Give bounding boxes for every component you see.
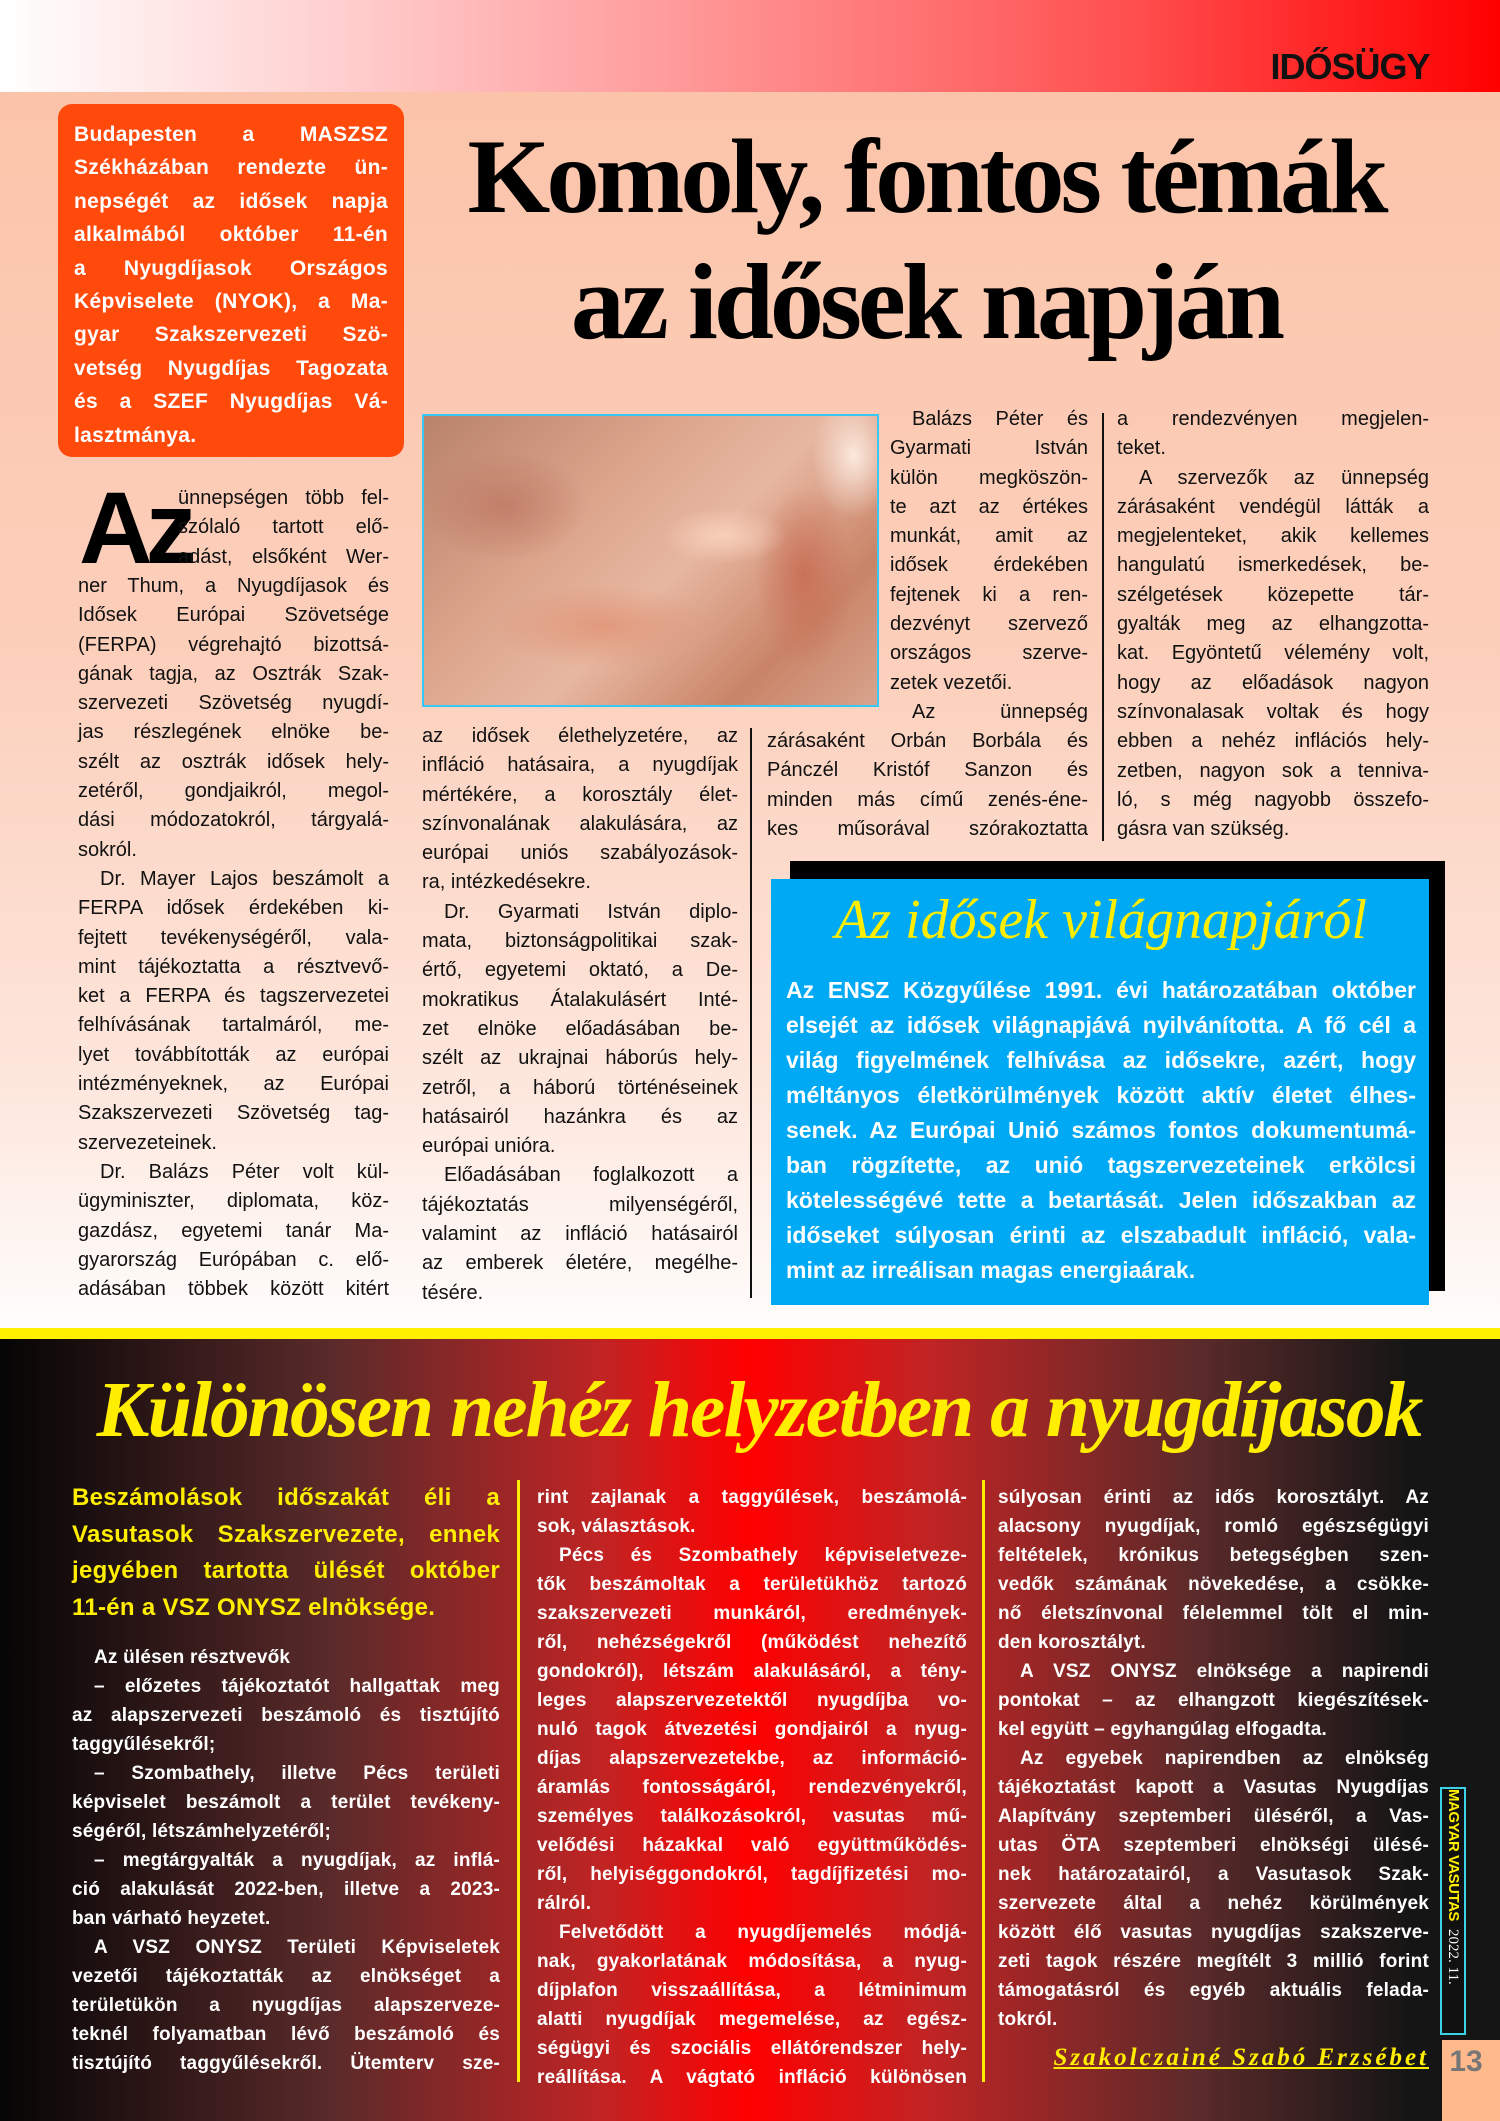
text-line: Az ülésen résztvevők — [94, 1647, 291, 1668]
text-line: Az ENSZ Közgyűlése 1991. évi határozatában október — [786, 977, 1416, 1003]
column-divider — [1102, 413, 1104, 841]
drop-cap: Az — [79, 471, 190, 585]
text-line: ebben a nehéz inflációs hely- — [1117, 730, 1429, 753]
column-divider — [982, 1480, 985, 2082]
text-line: az alapszervezeti beszámoló és tisztújító — [72, 1705, 500, 1726]
text-line: Előadásában foglalkozott a — [444, 1164, 738, 1187]
sidebar-box-title — [786, 885, 1416, 955]
text-line: díjas alapszervezetekbe, az információ- — [537, 1748, 967, 1769]
text-line: és a SZEF Nyugdíjas Vá- — [74, 390, 388, 414]
text-line: A VSZ ONYSZ Területi Képviseletek — [94, 1937, 500, 1958]
text-line: díjplafon visszaállítása, a létminimum — [537, 1980, 967, 2001]
text-line: ügyminiszter, diplomata, köz- — [78, 1190, 389, 1213]
text-line: rálról. — [537, 1893, 592, 1914]
text-line: szélt az ukrajnai háborús hely- — [422, 1047, 738, 1070]
text-line: mokratikus Átalakulásért Inté- — [422, 988, 738, 1011]
text-line: zetek vezetői. — [890, 671, 1013, 694]
text-line: kes műsorával szórakoztatta — [767, 817, 1088, 840]
text-line: ner Thum, a Nyugdíjasok és — [78, 575, 389, 597]
text-line: európai unióra. — [422, 1135, 556, 1158]
text-line: mata, biztonságpolitikai szak- — [422, 930, 738, 953]
text-line: ban várható heyzetet. — [72, 1908, 271, 1929]
text-line: gának tagja, az Osztrák Szak- — [78, 662, 389, 685]
text-line: ra, intézkedésekre. — [422, 871, 591, 894]
column-divider — [750, 728, 752, 1298]
text-line: az emberek életére, megélhe- — [422, 1252, 738, 1275]
text-line: zetéről, gondjaikról, megol- — [78, 780, 389, 803]
text-line: ló, s még nagyobb összefo- — [1117, 788, 1429, 811]
issue-number: 2022. 11. — [1445, 1929, 1461, 1985]
text-line: alatti nyugdíjak megemelése, az egész- — [537, 2009, 967, 2030]
text-line: zetben, nagyon sok a tenniva- — [1117, 759, 1429, 782]
text-line: ket a FERPA és tagszervezetei — [78, 985, 389, 1008]
text-line: A szervezők az ünnepség — [1139, 466, 1429, 489]
text-line: teknél folyamatban lévő beszámoló és — [72, 2024, 500, 2045]
text-line: dási módozatokról, tárgyalá- — [78, 809, 389, 832]
text-line: szélt az osztrák idősek hely- — [78, 750, 389, 773]
section-divider — [0, 1328, 1500, 1339]
text-line: Dr. Balázs Péter volt kül- — [100, 1160, 389, 1183]
text-line: színvonalának alakulására, az — [422, 812, 738, 835]
text-line: teket. — [1117, 437, 1166, 460]
text-line: valamint az infláció hatásairól — [422, 1223, 738, 1246]
text-line: felhívásának tartalmáról, me- — [78, 1014, 389, 1037]
text-line: zárásaként Orbán Borbála és — [767, 730, 1088, 752]
text-line: den korosztályt. — [998, 1632, 1146, 1653]
text-line: mint tájékoztatta a résztvevő- — [78, 955, 389, 978]
text-line: nepségét az idősek napja — [74, 189, 388, 213]
text-line: a rendezvényen megjelen- — [1117, 408, 1429, 430]
text-line: zeti tagok részére megítélt 3 millió forint — [998, 1951, 1429, 1972]
text-line: szervezeteinek. — [78, 1131, 217, 1154]
text-line: Idősek Európai Szövetsége — [78, 604, 389, 627]
text-line: sok, választások. — [537, 1516, 696, 1537]
text-line: között élő vasutas nyugdíjas szakszerve- — [998, 1922, 1429, 1943]
text-line: Balázs Péter és — [912, 408, 1088, 430]
text-line: áramlás fontosságáról, rendezvényekről, — [537, 1777, 967, 1798]
text-line: alkalmából október 11-én — [74, 223, 388, 247]
text-line: szervezeti Szövetség nyugdí- — [78, 692, 389, 715]
text-line: szervezete által a nehéz körülmények — [998, 1893, 1429, 1914]
text-line: zárásaként vendégül látták a — [1117, 495, 1429, 518]
text-line: mint az irreálisan magas energiaárak. — [786, 1257, 1196, 1283]
text-line: adást, elsőként Wer- — [178, 545, 389, 568]
text-line: Pécs és Szombathely képviseletveze- — [559, 1545, 967, 1566]
sidebar-box-text — [786, 973, 1416, 1288]
text-line: kat. Egyöntetű vélemény volt, — [1117, 642, 1429, 665]
text-line: gondokról), létszám alakulásáról, a tény- — [537, 1661, 967, 1682]
text-line: velődési házakkal való együttműködés- — [537, 1835, 967, 1856]
text-line: a Nyugdíjasok Országos — [74, 256, 388, 280]
text-line: ről, nehézségekről (működést nehezítő — [537, 1632, 967, 1653]
text-line: hatásairól hazánkra és az — [422, 1105, 738, 1128]
text-line: Budapesten a MASZSZ — [74, 123, 388, 146]
text-line: gyarország Európában c. elő- — [78, 1248, 389, 1271]
text-line: Vasutasok Szakszervezete, ennek — [72, 1520, 500, 1548]
text-line: Szakszervezeti Szövetség tag- — [78, 1102, 389, 1125]
text-line: Az ünnepség — [912, 700, 1088, 723]
section-label-text: IDŐSÜGY — [1270, 46, 1430, 87]
text-line: rint zajlanak a taggyűlések, beszámolá- — [537, 1487, 967, 1508]
text-line: mértékére, a korosztály élet- — [422, 783, 738, 806]
text-line: méltányos életkörülmények között aktív életet élhes- — [786, 1082, 1416, 1108]
text-line: Székházában rendezte ün- — [74, 156, 388, 180]
text-line: jegyében tartotta ülését október — [72, 1557, 500, 1584]
author-signature: Szakolczainé Szabó Erzsébet — [1053, 2044, 1429, 2071]
text-line: fejtenek ki a ren- — [890, 583, 1088, 606]
text-line: te azt az értékes — [890, 495, 1088, 518]
article-2-column-2 — [537, 1483, 967, 2092]
text-line: 11-én a VSZ ONYSZ elnöksége. — [72, 1593, 436, 1621]
text-line: támogatásról és egyéb aktuális felada- — [998, 1980, 1429, 2001]
text-line: Dr. Gyarmati István diplo- — [444, 900, 738, 923]
text-line: dezvényt szervező — [890, 613, 1088, 636]
text-line: területükön a nyugdíjas alapszerveze- — [72, 1995, 500, 2016]
intro-text — [74, 118, 388, 452]
text-line: infláció hatásaira, a nyugdíjak — [422, 754, 738, 777]
text-line: leges alapszervezetektől nyugdíjba vo- — [537, 1690, 967, 1711]
text-line: Képviselete (NYOK), a Ma- — [74, 290, 388, 314]
text-line: gyalták meg az elhangzotta- — [1117, 613, 1429, 636]
text-line: – megtárgyalták a nyugdíjak, az inflá- — [94, 1850, 500, 1871]
headline-line-2 — [570, 243, 1282, 366]
text-line: adásában többek között kitért — [78, 1278, 389, 1301]
text-line: – Szombathely, illetve Pécs területi — [94, 1763, 500, 1784]
text-line: taggyűlésekről; — [72, 1734, 216, 1755]
text-line: zetről, a háború történéseinek — [422, 1076, 738, 1099]
text-line: tisztújító taggyűlésekről. Ütemterv sze- — [72, 2053, 500, 2074]
article-2-column-3 — [998, 1483, 1429, 2034]
article-2-column-1 — [72, 1643, 500, 2078]
column-divider — [517, 1480, 520, 2082]
text-line: senek. Az Európai Unió számos fontos dokumentumá- — [786, 1117, 1416, 1143]
text-line: ről, helyiséggondokról, tagdíjfizetési mo- — [537, 1864, 967, 1885]
text-line: tájékoztatás milyenségéről, — [422, 1193, 738, 1216]
text-line: lasztmánya. — [74, 423, 197, 447]
text-line: FERPA idősek érdekében ki- — [78, 897, 389, 920]
text-line: gazdász, egyetemi tanár Ma- — [78, 1219, 389, 1242]
column-1-dropcap-lines — [178, 484, 389, 572]
text-line: utas ÖTA szeptemberi elnökségi ülésé- — [998, 1835, 1429, 1856]
text-line: intézményeknek, az Európai — [78, 1073, 389, 1096]
text-line: értő, egyetemi oktató, a De- — [422, 959, 738, 982]
text-line: jas részlegének elnöke be- — [78, 721, 389, 744]
text-line: nuló tagok átvezetési gondjairól a nyug- — [537, 1719, 967, 1740]
article-2-title — [96, 1355, 1422, 1465]
text-line: hogy az előadások nagyon — [1117, 671, 1429, 694]
text-line: nek határozatairól, a Vasutasok Szak- — [998, 1864, 1429, 1885]
column-4 — [1117, 405, 1429, 844]
text-line: külön megköszön- — [890, 466, 1088, 489]
text-line: idősek érdekében — [890, 554, 1088, 577]
column-1 — [78, 572, 389, 1304]
text-line: ünnepségen több fel- — [178, 487, 389, 509]
text-line: nak, gyakorlatának módosítása, a nyug- — [537, 1951, 967, 1972]
text-line: ségéről, létszámhelyzetéről; — [72, 1821, 332, 1842]
text-line: pontokat – az elhangzott kiegészítések- — [998, 1690, 1429, 1711]
text-line: világ figyelmének felhívása az idősekre, azért, hogy — [786, 1047, 1416, 1073]
sidebar-box-title-text: Az idősek világnapjáról — [835, 889, 1367, 951]
article-2-title-text: Különösen nehéz helyzetben a nyugdíjasok — [96, 1366, 1422, 1454]
text-line: tájékoztatást kapott a Vasutas Nyugdíjas — [998, 1777, 1429, 1798]
text-line: megjelenteket, akik kellemes — [1117, 525, 1429, 548]
text-line: időseket súlyosan érinti az elszabadult infláció, vala- — [786, 1222, 1416, 1248]
text-line: gyar Szakszervezeti Szö- — [74, 323, 388, 347]
text-line: színvonalasak voltak és hogy — [1117, 700, 1429, 723]
text-line: lyet továbbították az európai — [78, 1043, 389, 1066]
text-line: tokról. — [998, 2009, 1058, 2030]
text-line: nő életszínvonal félelemmel tölt el min- — [998, 1603, 1429, 1624]
text-line: képviselet beszámolt a terület tevékeny- — [72, 1792, 500, 1813]
headline-line-2-text: az idősek napján — [570, 243, 1282, 362]
text-line: személyes találkozásokról, vasutas mű- — [537, 1806, 967, 1827]
text-line: – előzetes tájékoztatót hallgattak meg — [94, 1676, 500, 1697]
text-line: kel együtt – egyhangúlag elfogadta. — [998, 1719, 1328, 1740]
text-line: minden más című zenés-éne- — [767, 788, 1088, 811]
magazine-issue-tag — [1440, 1787, 1466, 2035]
text-line: alacsony nyugdíjak, romló egészségügyi — [998, 1516, 1429, 1537]
text-line: A VSZ ONYSZ elnöksége a napirendi — [1020, 1661, 1429, 1682]
text-line: vetség Nyugdíjas Tagozata — [74, 356, 388, 380]
text-line: elsejét az idősek világnapjává nyilvánította. A fő cél a — [786, 1012, 1416, 1038]
text-line: kötelességévé tette a betartását. Jelen időszakban az — [786, 1187, 1416, 1213]
section-label — [1270, 46, 1430, 88]
text-line: (FERPA) végrehajtó bizottsá- — [78, 633, 389, 656]
text-line: Gyarmati István — [890, 437, 1088, 460]
text-line: munkát, amit az — [890, 525, 1088, 548]
text-line: szakszervezeti munkáról, eredmények- — [537, 1603, 967, 1624]
text-line: súlyosan érinti az idős korosztályt. Az — [998, 1487, 1429, 1508]
text-line: ségügyi és szociális ellátórendszer hely- — [537, 2038, 967, 2059]
text-line: tők beszámoltak a területükhöz tartozó — [537, 1574, 967, 1595]
text-line: Dr. Mayer Lajos beszámolt a — [100, 867, 389, 890]
text-line: vezetői tájékoztatták az elnökséget a — [72, 1966, 500, 1987]
page-number: 13 — [1449, 2045, 1483, 2078]
text-line: hangulatú ismerkedések, be- — [1117, 554, 1429, 577]
text-line: szólaló tartott elő- — [178, 516, 389, 539]
text-line: gásra van szükség. — [1117, 818, 1290, 841]
text-line: Felvetődött a nyugdíjemelés módjá- — [559, 1922, 967, 1943]
text-line: sokról. — [78, 838, 137, 861]
text-line: országos szerve- — [890, 642, 1088, 665]
text-line: fejtett tevékenységéről, vala- — [78, 926, 389, 949]
text-line: európai uniós szabályozások- — [422, 842, 738, 865]
text-line: Az egyebek napirendben az elnökség — [1020, 1748, 1429, 1769]
magazine-name: MAGYAR VASUTAS — [1445, 1789, 1462, 1921]
text-line: zet elnöke előadásában be- — [422, 1017, 738, 1040]
headline-line-1 — [466, 118, 1386, 240]
text-line: reállítása. A vágtató infláció különösen — [537, 2067, 967, 2088]
text-line: tésére. — [422, 1281, 484, 1304]
headline-line-1-text: Komoly, fontos témák — [467, 118, 1385, 236]
column-3 — [767, 727, 1088, 844]
column-2 — [422, 722, 738, 1308]
elderly-hands-photo — [422, 414, 879, 707]
text-line: Pánczél Kristóf Sanzon és — [767, 759, 1088, 782]
text-line: ció alakulását 2022-ben, illetve a 2023- — [72, 1879, 500, 1900]
text-line: szélgetések közepette tár- — [1117, 583, 1429, 606]
text-line: ban rögzítette, az unió tagszervezeteinek erkölcsi — [786, 1152, 1416, 1178]
text-line: vedők számának növekedése, a csökke- — [998, 1574, 1429, 1595]
text-line: az idősek élethelyzetére, az — [422, 725, 738, 747]
text-line: feltételek, krónikus betegségben szen- — [998, 1545, 1429, 1566]
text-line: Alapítvány szeptemberi üléséről, a Vas- — [998, 1806, 1429, 1827]
column-3-beside-photo — [890, 405, 1088, 727]
article-2-lead — [72, 1480, 500, 1626]
text-line: Beszámolások időszakát éli a — [72, 1484, 500, 1511]
